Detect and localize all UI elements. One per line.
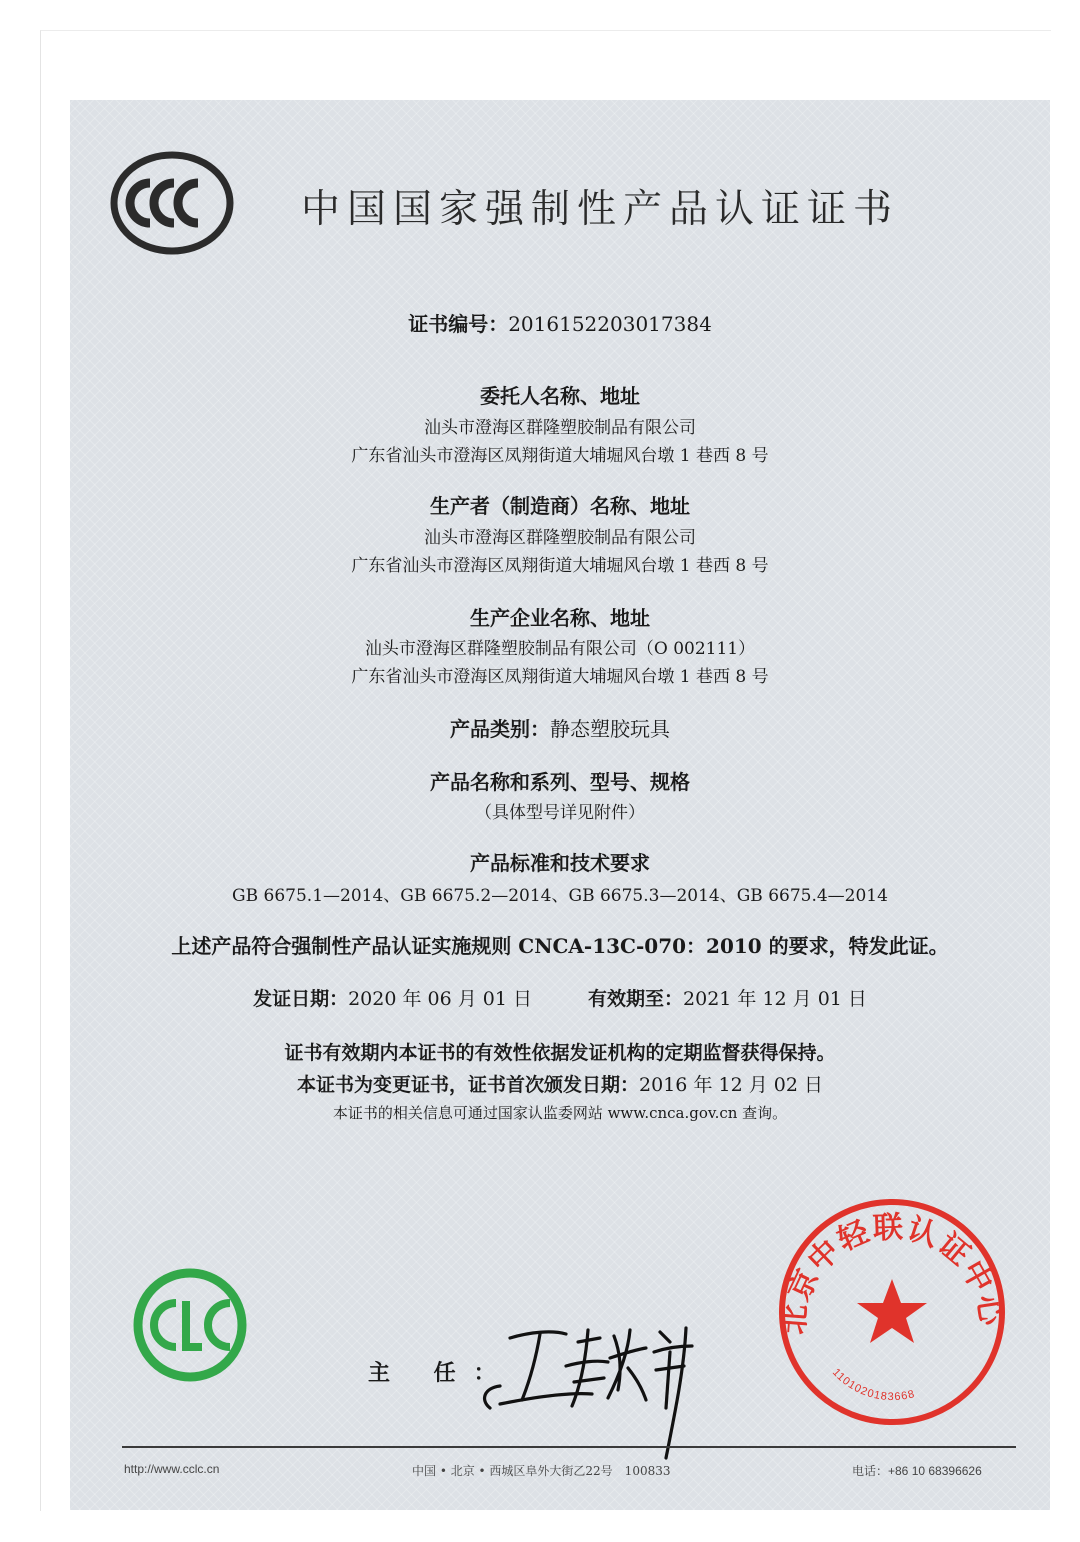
manufacturer-name: 汕头市澄海区群隆塑胶制品有限公司: [424, 528, 696, 548]
product-name-heading: 产品名称和系列、型号、规格: [430, 770, 690, 794]
cert-number-row: [100, 308, 1020, 337]
manufacturer-heading: 生产者（制造商）名称、地址: [430, 494, 690, 518]
certificate-title: 中国国家强制性产品认证证书: [300, 187, 899, 232]
footer-address: 中国 • 北京 • 西城区阜外大街乙22号 100833: [412, 1464, 671, 1478]
factory-name: 汕头市澄海区群隆塑胶制品有限公司（O 002111）: [364, 639, 756, 659]
director-label: 主 任：: [368, 1361, 514, 1386]
ccc-logo: [110, 150, 234, 256]
cert-number-label: 证书编号：: [408, 312, 509, 336]
issue-date-label: 发证日期：: [253, 988, 349, 1010]
product-name-note: （具体型号详见附件）: [475, 803, 645, 823]
footer-divider: [122, 1446, 1016, 1448]
validity-note: 证书有效期内本证书的有效性依据发证机构的定期监督获得保持。: [284, 1042, 836, 1064]
seal-code: 1101020183668: [829, 1366, 917, 1404]
factory-heading: 生产企业名称、地址: [470, 606, 650, 630]
product-category-value: 静态塑胶玩具: [550, 717, 670, 741]
standards-heading: 产品标准和技术要求: [470, 851, 650, 875]
expiry-date-value: 2021 年 12 月 01 日: [683, 988, 867, 1010]
issue-date-value: 2020 年 06 月 01 日: [348, 988, 532, 1010]
expiry-date-label: 有效期至：: [588, 988, 684, 1010]
product-category-row: [100, 713, 1020, 742]
applicant-name: 汕头市澄海区群隆塑胶制品有限公司: [424, 418, 696, 438]
cert-number-value: 2016152203017384: [508, 312, 712, 336]
applicant-address: 广东省汕头市澄海区凤翔街道大埔堀风台墩 1 巷西 8 号: [351, 446, 769, 466]
clc-logo: [130, 1265, 250, 1385]
certification-center-seal: [775, 1195, 1010, 1430]
svg-text:1101020183668: [830, 1366, 917, 1403]
footer-phone: 电话：+86 10 68396626: [852, 1464, 982, 1478]
query-note: 本证书的相关信息可通过国家认监委网站 www.cnca.gov.cn 查询。: [332, 1104, 788, 1122]
first-issue-value: 2016 年 12 月 02 日: [639, 1074, 823, 1096]
standards-value: GB 6675.1—2014、GB 6675.2—2014、GB 6675.3—2014、GB 6675.4—2014: [232, 886, 888, 906]
manufacturer-address: 广东省汕头市澄海区凤翔街道大埔堀风台墩 1 巷西 8 号: [351, 556, 769, 576]
seal-text: 北京中轻联认证中心: [776, 1210, 1009, 1336]
applicant-heading: 委托人名称、地址: [480, 384, 640, 408]
dates-row: [100, 984, 1020, 1011]
conformity-statement: 上述产品符合强制性产品认证实施规则 CNCA-13C-070：2010 的要求，特发此证。: [171, 934, 949, 958]
first-issue-row: [100, 1070, 1020, 1097]
product-category-label: 产品类别：: [450, 717, 550, 741]
director-signature: [470, 1308, 730, 1468]
footer-website: http://www.cclc.cn: [124, 1462, 220, 1476]
factory-address: 广东省汕头市澄海区凤翔街道大埔堀风台墩 1 巷西 8 号: [351, 667, 769, 687]
first-issue-label: 本证书为变更证书，证书首次颁发日期：: [297, 1074, 640, 1096]
